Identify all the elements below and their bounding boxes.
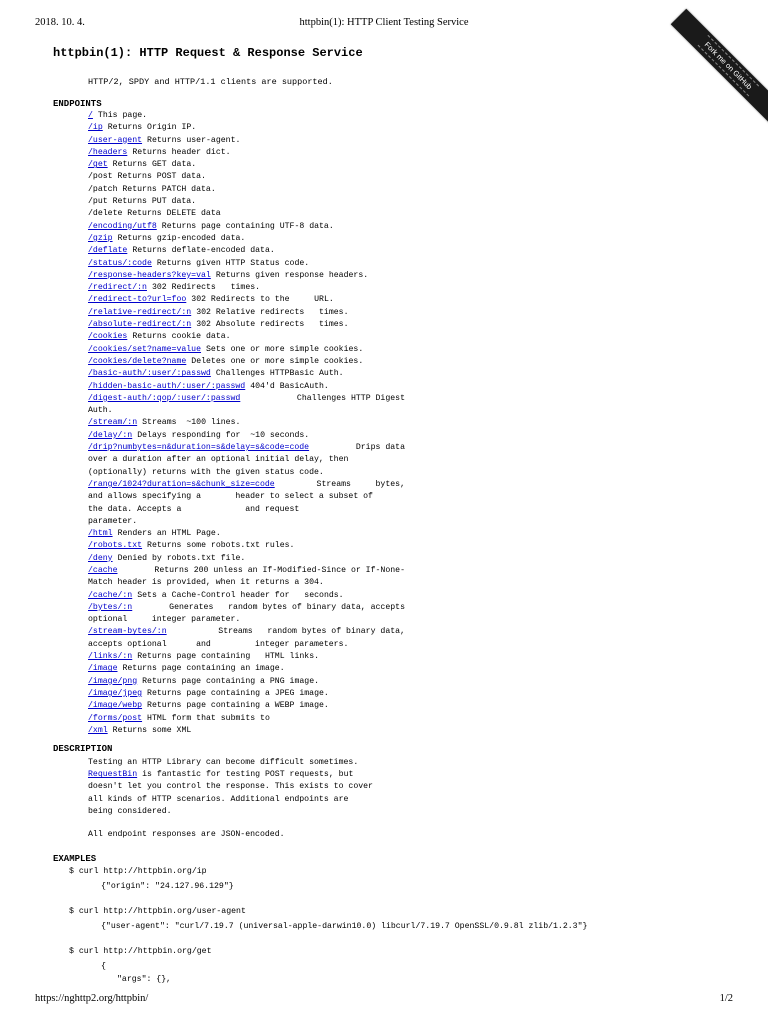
description-line: all kinds of HTTP scenarios. Additional endpoints are: [88, 794, 349, 804]
endpoint-link[interactable]: /stream-bytes/:n: [88, 627, 167, 637]
endpoint-text: /patch Returns PATCH data.: [88, 184, 216, 194]
description-block: [88, 757, 405, 818]
endpoint-text: Returns given HTTP Status code.: [156, 258, 310, 268]
endpoint-link[interactable]: /hidden-basic-auth/:user/:passwd: [88, 381, 246, 391]
endpoint-text: Returns page containing HTML links.: [137, 652, 320, 662]
endpoint-text: Renders an HTML Page.: [117, 529, 221, 539]
print-url: https://nghttp2.org/httpbin/: [35, 993, 149, 1004]
endpoint-text: Returns page containing an image.: [122, 664, 285, 674]
endpoint-line: [88, 147, 405, 159]
endpoint-line: [88, 676, 405, 688]
endpoint-line: [88, 368, 405, 380]
endpoint-text: Returns page containing a JPEG image.: [147, 688, 329, 698]
endpoint-text: Returns deflate-encoded data.: [132, 246, 275, 256]
endpoint-link[interactable]: /get: [88, 160, 108, 170]
endpoint-line: [88, 479, 405, 491]
endpoint-list: [88, 110, 405, 737]
endpoint-text: Streams random bytes of binary data,: [218, 627, 405, 637]
endpoint-text: Returns cookie data.: [132, 332, 231, 342]
endpoint-line: [88, 713, 405, 725]
ribbon-label: Fork me on GitHub: [698, 35, 759, 96]
endpoint-text: the data. Accepts a and request: [88, 504, 300, 514]
description-line: being considered.: [88, 806, 172, 816]
endpoint-line: [88, 393, 405, 405]
endpoint-text: Returns GET data.: [112, 160, 197, 170]
endpoint-text: Returns Origin IP.: [107, 123, 197, 133]
endpoint-text: 404'd BasicAuth.: [250, 381, 329, 391]
endpoint-link[interactable]: /encoding/utf8: [88, 221, 157, 231]
endpoint-line: [88, 221, 405, 233]
endpoint-text: Returns user-agent.: [147, 135, 241, 145]
endpoint-link[interactable]: /redirect/:n: [88, 283, 147, 293]
endpoint-link[interactable]: /xml: [88, 725, 108, 735]
endpoint-link[interactable]: /cache: [88, 565, 118, 575]
endpoint-line: [88, 626, 405, 638]
endpoint-text: 302 Redirects times.: [151, 283, 261, 293]
endpoint-text: Returns some XML: [112, 725, 192, 735]
endpoint-link[interactable]: /range/1024?duration=s&chunk_size=code: [88, 479, 275, 489]
endpoint-text: Drips data: [355, 443, 405, 453]
print-date: 2018. 10. 4.: [35, 17, 85, 28]
endpoint-line: [88, 233, 405, 245]
endpoint-link[interactable]: /gzip: [88, 233, 113, 243]
intro-text: HTTP/2, SPDY and HTTP/1.1 clients are supported.: [88, 77, 333, 87]
section-endpoints: ENDPOINTS: [53, 99, 102, 109]
endpoint-link[interactable]: /image/webp: [88, 701, 143, 711]
endpoint-text: Challenges HTTP Digest: [296, 393, 405, 403]
endpoint-text: Returns page containing a PNG image.: [142, 676, 320, 686]
endpoint-line: [88, 602, 405, 614]
endpoint-line: [88, 565, 405, 577]
endpoint-link[interactable]: /delay/:n: [88, 430, 133, 440]
endpoint-line: [88, 504, 405, 516]
endpoint-line: [88, 356, 405, 368]
endpoint-line: [88, 258, 405, 270]
json-note: All endpoint responses are JSON-encoded.: [88, 830, 285, 839]
example-command: $ curl http://httpbin.org/user-agent: [69, 907, 246, 916]
endpoint-text: 302 Redirects to the URL.: [191, 295, 334, 305]
endpoint-link[interactable]: /image: [88, 664, 118, 674]
endpoint-text: /put Returns PUT data.: [88, 197, 197, 207]
endpoint-text: /post Returns POST data.: [88, 172, 206, 182]
description-line: doesn't let you control the response. This exists to cover: [88, 782, 373, 792]
endpoint-text: Match header is provided, when it returns a 304.: [88, 578, 324, 588]
endpoint-text: HTML form that submits to: [147, 713, 270, 723]
requestbin-link[interactable]: RequestBin: [88, 770, 138, 780]
endpoint-text: Delays responding for ~10 seconds.: [137, 430, 310, 440]
endpoint-link[interactable]: /forms/post: [88, 713, 143, 723]
endpoint-link[interactable]: /image/jpeg: [88, 688, 143, 698]
endpoint-line: [88, 516, 405, 528]
endpoint-line: [88, 196, 405, 208]
endpoint-link[interactable]: /headers: [88, 147, 128, 157]
endpoint-line: [88, 454, 405, 466]
endpoint-line: [88, 614, 405, 626]
endpoint-link[interactable]: /digest-auth/:qop/:user/:passwd: [88, 393, 241, 403]
endpoint-link[interactable]: /: [88, 111, 93, 120]
endpoint-line: [88, 381, 405, 393]
endpoint-link[interactable]: /cookies/delete?name: [88, 356, 187, 366]
endpoint-link[interactable]: /status/:code: [88, 258, 152, 268]
endpoint-text: Returns page containing UTF-8 data.: [161, 221, 334, 231]
endpoint-line: [88, 171, 405, 183]
endpoint-link[interactable]: /robots.txt: [88, 541, 143, 551]
endpoint-text: (optionally) returns with the given status code.: [88, 467, 324, 477]
endpoint-text: Streams bytes,: [316, 479, 405, 489]
endpoint-link[interactable]: /user-agent: [88, 135, 143, 145]
example-output: {"user-agent": "curl/7.19.7 (universal-apple-darwin10.0) libcurl/7.19.7 OpenSSL/0.9.8l zlib/1.2.3"}: [101, 922, 588, 931]
endpoint-line: [88, 725, 405, 737]
endpoint-text: 302 Relative redirects times.: [196, 307, 349, 317]
endpoint-text: Challenges HTTPBasic Auth.: [215, 369, 344, 379]
endpoint-line: [88, 319, 405, 331]
endpoint-link[interactable]: /cookies/set?name=value: [88, 344, 202, 354]
page-title: httpbin(1): HTTP Request & Response Service: [53, 46, 363, 60]
example-output: "args": {},: [117, 975, 172, 984]
endpoint-text: Returns header dict.: [132, 147, 231, 157]
endpoint-text: Sets one or more simple cookies.: [206, 344, 364, 354]
endpoint-line: [88, 331, 405, 343]
endpoint-line: [88, 405, 405, 417]
endpoint-line: [88, 553, 405, 565]
endpoint-link[interactable]: /cookies: [88, 332, 128, 342]
endpoint-link[interactable]: /image/png: [88, 676, 138, 686]
endpoint-text: This page.: [97, 111, 148, 120]
endpoint-text: Sets a Cache-Control header for seconds.: [137, 590, 344, 600]
example-command: $ curl http://httpbin.org/ip: [69, 867, 207, 876]
endpoint-text: Returns some robots.txt rules.: [147, 541, 295, 551]
endpoint-line: [88, 110, 405, 122]
endpoint-link[interactable]: /html: [88, 529, 113, 539]
endpoint-line: [88, 700, 405, 712]
endpoint-line: [88, 540, 405, 552]
endpoint-line: [88, 491, 405, 503]
endpoint-line: [88, 688, 405, 700]
endpoint-text: /delete Returns DELETE data: [88, 209, 221, 219]
endpoint-line: [88, 577, 405, 589]
endpoint-line: [88, 430, 405, 442]
example-output: {: [101, 962, 106, 971]
endpoint-link[interactable]: /cache/:n: [88, 590, 133, 600]
example-command: $ curl http://httpbin.org/get: [69, 947, 212, 956]
print-title: httpbin(1): HTTP Client Testing Service: [299, 17, 469, 28]
endpoint-text: Streams ~100 lines.: [142, 418, 241, 428]
endpoint-line: [88, 307, 405, 319]
endpoint-link[interactable]: /redirect-to?url=foo: [88, 295, 187, 305]
description-line: Testing an HTTP Library can become difficult sometimes.: [88, 758, 359, 767]
endpoint-text: 302 Absolute redirects times.: [196, 320, 349, 330]
endpoint-line: [88, 663, 405, 675]
endpoint-line: [88, 417, 405, 429]
section-description: DESCRIPTION: [53, 744, 113, 754]
endpoint-link[interactable]: /links/:n: [88, 652, 133, 662]
endpoint-link[interactable]: /drip?numbytes=n&duration=s&delay=s&code=code: [88, 443, 310, 453]
endpoint-line: [88, 282, 405, 294]
endpoint-link[interactable]: /deflate: [88, 246, 128, 256]
page-number: 1/2: [719, 993, 733, 1004]
endpoint-text: and allows specifying a header to select a subset of: [88, 492, 373, 502]
endpoint-line: [88, 442, 405, 454]
endpoint-text: over a duration after an optional initial delay, then: [88, 455, 349, 465]
endpoint-line: [88, 344, 405, 356]
description-line: RequestBin is fantastic for testing POST requests, but: [88, 769, 405, 781]
endpoint-text: Deletes one or more simple cookies.: [191, 356, 364, 366]
endpoint-link[interactable]: /absolute-redirect/:n: [88, 320, 192, 330]
endpoint-link[interactable]: /deny: [88, 553, 113, 563]
endpoint-text: Returns gzip-encoded data.: [117, 233, 246, 243]
endpoint-line: [88, 590, 405, 602]
endpoint-text: Returns given response headers.: [215, 270, 369, 280]
endpoint-line: [88, 651, 405, 663]
endpoint-line: [88, 639, 405, 651]
section-examples: EXAMPLES: [53, 854, 97, 864]
endpoint-line: [88, 184, 405, 196]
endpoint-line: [88, 270, 405, 282]
endpoint-text: Auth.: [88, 406, 113, 416]
endpoint-line: [88, 294, 405, 306]
endpoint-link[interactable]: /response-headers?key=val: [88, 270, 211, 280]
endpoint-link[interactable]: /relative-redirect/:n: [88, 307, 192, 317]
endpoint-line: [88, 122, 405, 134]
endpoint-text: Returns 200 unless an If-Modified-Since or If-None-: [154, 565, 405, 575]
endpoint-text: optional integer parameter.: [88, 615, 241, 625]
example-output: {"origin": "24.127.96.129"}: [101, 882, 234, 891]
endpoint-text: parameter.: [88, 516, 138, 526]
endpoint-text: Returns page containing a WEBP image.: [147, 701, 329, 711]
endpoint-line: [88, 135, 405, 147]
endpoint-text: Denied by robots.txt file.: [117, 553, 246, 563]
endpoint-link[interactable]: /stream/:n: [88, 418, 138, 428]
endpoint-line: [88, 159, 405, 171]
endpoint-line: [88, 208, 405, 220]
endpoint-link[interactable]: /basic-auth/:user/:passwd: [88, 369, 211, 379]
endpoint-text: accepts optional and integer parameters.: [88, 639, 349, 649]
endpoint-text: Generates random bytes of binary data, accepts: [169, 602, 405, 612]
endpoint-link[interactable]: /ip: [88, 123, 103, 133]
endpoint-line: [88, 245, 405, 257]
endpoint-line: [88, 467, 405, 479]
endpoint-link[interactable]: /bytes/:n: [88, 602, 133, 612]
endpoint-line: [88, 528, 405, 540]
